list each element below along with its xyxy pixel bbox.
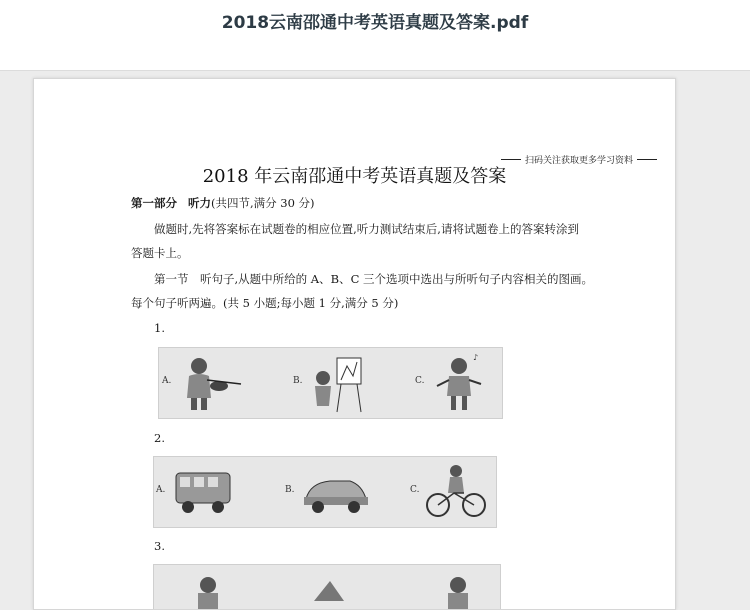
option-label: B. xyxy=(285,485,295,495)
question-1-images xyxy=(158,347,503,419)
document-filename: 2018云南邵通中考英语真题及答案.pdf xyxy=(221,13,529,33)
instructions-line-1: 做题时,先将答案标在试题卷的相应位置,听力测试结束后,请将试题卷上的答案转涂到 xyxy=(154,222,579,236)
car-image xyxy=(300,469,372,515)
boy-image xyxy=(434,571,484,610)
instructions-line-2: 答题卡上。 xyxy=(131,246,189,260)
section-heading xyxy=(131,195,315,211)
question-3-images xyxy=(153,564,501,610)
pdf-page[interactable] xyxy=(33,78,676,610)
girl-cycling-image xyxy=(424,463,490,521)
boy-image xyxy=(184,571,234,610)
section-detail: (共四节,满分 30 分) xyxy=(210,196,315,210)
watermark-rule-left xyxy=(501,159,521,160)
option-label: C. xyxy=(415,376,425,386)
watermark-rule-right xyxy=(637,159,657,160)
girl-violin-image xyxy=(177,354,247,412)
question-number: 2. xyxy=(154,431,165,445)
exam-title: 2018 年云南邵通中考英语真题及答案 xyxy=(202,166,507,187)
watermark-text: 扫码关注获取更多学习资料 xyxy=(524,156,633,166)
option-label: B. xyxy=(293,376,303,386)
section-label: 第一部分 xyxy=(131,196,177,210)
svg-text:♪: ♪ xyxy=(473,353,479,362)
option-label: C. xyxy=(410,485,420,495)
girl-singing-image xyxy=(429,352,489,414)
viewer-toolbar xyxy=(0,0,750,71)
option-label: A. xyxy=(156,485,166,495)
option-label: A. xyxy=(162,376,172,386)
part1-line-2: 每个句子听两遍。(共 5 小题;每小题 1 分,满分 5 分) xyxy=(131,296,399,310)
object-image xyxy=(304,571,354,610)
part1-line-1: 第一节 听句子,从题中所给的 A、B、C 三个选项中选出与所听句子内容相关的图画。 xyxy=(154,272,594,286)
section-name: 听力 xyxy=(187,196,211,210)
question-number: 3. xyxy=(154,539,165,553)
question-number: 1. xyxy=(154,321,165,335)
person-painting-image xyxy=(309,352,369,414)
bus-image xyxy=(172,467,234,517)
question-2-images xyxy=(153,456,497,528)
